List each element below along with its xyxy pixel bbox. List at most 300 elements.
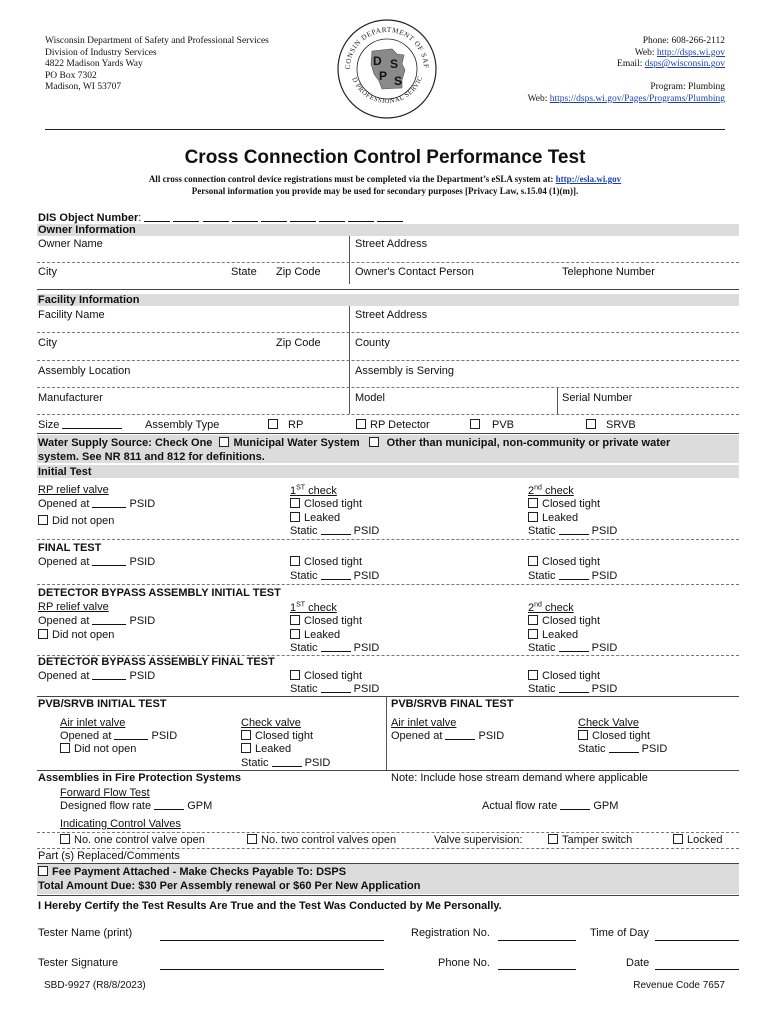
email-label: Email: <box>617 59 645 70</box>
rule <box>37 832 739 833</box>
initial-opened-at[interactable] <box>38 498 155 510</box>
municipal-checkbox[interactable] <box>219 437 229 447</box>
dis-blank-5[interactable] <box>261 213 287 222</box>
detector-did-not-open[interactable] <box>38 629 114 641</box>
two-valves-checkbox[interactable] <box>247 834 257 844</box>
pvb-divider <box>386 696 387 770</box>
designed-flow-rate[interactable] <box>60 800 212 812</box>
leaked-label: Leaked <box>304 629 341 641</box>
opened-at-blank[interactable] <box>445 731 475 740</box>
static-label: Static <box>241 757 269 769</box>
web-link[interactable]: http://dsps.wi.gov <box>656 47 725 58</box>
phone-number: Phone: 608-266-2112 <box>642 36 725 46</box>
leaked-label: Leaked <box>304 512 341 524</box>
program-name: Program: Plumbing <box>650 82 725 93</box>
first-check-heading <box>290 485 337 497</box>
size-field[interactable] <box>38 419 122 431</box>
dsps-seal-graphic <box>336 18 438 120</box>
fee-checkbox[interactable] <box>38 866 48 876</box>
opened-at-blank[interactable] <box>92 499 126 508</box>
closed-tight-label: Closed tight <box>304 556 363 568</box>
leaked-checkbox[interactable] <box>241 743 251 753</box>
dis-blank-3[interactable] <box>203 213 229 222</box>
form-title: Cross Connection Control Performance Test <box>184 147 586 168</box>
contact-block <box>528 36 725 106</box>
psid-label: PSID <box>353 683 380 695</box>
first-check-word: check <box>305 601 337 614</box>
rule <box>37 433 739 434</box>
one-valve-checkbox[interactable] <box>60 834 70 844</box>
second-check-heading <box>528 485 574 497</box>
pvb-final-static[interactable] <box>578 743 667 755</box>
final-first-static[interactable] <box>290 570 379 582</box>
dis-blank-8[interactable] <box>348 213 374 222</box>
pvb-final-opened-at[interactable] <box>391 730 504 742</box>
closed-tight-label: Closed tight <box>542 615 601 627</box>
did-not-open-label: Did not open <box>52 629 115 641</box>
leaked-label: Leaked <box>255 743 292 755</box>
psid-label: PSID <box>129 615 156 627</box>
esla-notice-text: All cross connection control device registrations must be completed via the Department’s eSLA system at: <box>148 174 556 184</box>
assembly-type-label: Assembly Type <box>145 419 220 431</box>
final-second-static[interactable] <box>528 570 617 582</box>
closed-tight-checkbox[interactable] <box>528 556 538 566</box>
final-second-closed[interactable] <box>528 556 600 568</box>
time-of-day-line[interactable] <box>655 940 739 941</box>
dis-blank-1[interactable] <box>144 213 170 222</box>
psid-label: PSID <box>353 570 380 582</box>
rp-detector-checkbox[interactable] <box>356 419 366 429</box>
static-blank[interactable] <box>559 571 589 580</box>
tester-name-label: Tester Name (print) <box>38 927 133 939</box>
rule <box>37 770 739 771</box>
closed-tight-label: Closed tight <box>542 670 601 682</box>
two-valves-option[interactable] <box>247 834 396 846</box>
psid-label: PSID <box>151 730 178 742</box>
type-rp-detector-option[interactable] <box>356 419 430 431</box>
detector-second-check <box>528 601 574 614</box>
leaked-checkbox[interactable] <box>528 512 538 522</box>
static-blank[interactable] <box>321 684 351 693</box>
detector-final-second-static[interactable] <box>528 683 617 695</box>
rule <box>37 584 739 585</box>
pvb-opened-at[interactable] <box>60 730 177 742</box>
closed-tight-label: Closed tight <box>592 730 651 742</box>
registration-line[interactable] <box>498 940 576 941</box>
tester-signature-line[interactable] <box>160 969 384 970</box>
closed-tight-label: Closed tight <box>304 498 363 510</box>
static-label: Static <box>290 683 318 695</box>
time-of-day-label: Time of Day <box>590 927 649 939</box>
first-check-word: check <box>305 484 337 497</box>
gpm-label: GPM <box>187 800 213 812</box>
water-supply-row <box>38 437 670 449</box>
pvb-initial-heading: PVB/SRVB INITIAL TEST <box>38 698 167 710</box>
valve-supervision-label: Valve supervision: <box>434 834 523 846</box>
other-source-label: Other than municipal, non-community or private water <box>386 437 671 449</box>
seal-bottom-text: D PROFESSIONAL SERVIC <box>350 74 425 106</box>
dis-blank-4[interactable] <box>232 213 258 222</box>
two-valves-label: No. two control valves open <box>261 834 397 846</box>
rule <box>37 262 739 263</box>
agency-address <box>45 36 269 94</box>
type-rp-option[interactable] <box>268 419 303 431</box>
rule <box>37 289 739 290</box>
closed-tight-checkbox[interactable] <box>290 498 300 508</box>
actual-flow-rate[interactable] <box>482 800 618 812</box>
detector-final-opened-at[interactable] <box>38 670 155 682</box>
closed-tight-label: Closed tight <box>304 615 363 627</box>
water-definitions: system. See NR 811 and 812 for definitions. <box>38 451 265 463</box>
dis-label: DIS Object Number <box>38 212 139 224</box>
po-box: PO Box 7302 <box>45 70 97 81</box>
seal-letter-p: P <box>379 69 388 83</box>
assembly-serving-field[interactable]: Assembly is Serving <box>355 365 455 377</box>
did-not-open-checkbox[interactable] <box>60 743 70 753</box>
program-web-row <box>528 94 725 106</box>
dis-blank-2[interactable] <box>173 213 199 222</box>
water-supply-label: Water Supply Source: Check One <box>38 437 213 449</box>
dis-blank-9[interactable] <box>377 213 403 222</box>
form-id: SBD-9927 (R8/8/2023) <box>44 980 146 991</box>
detector-final-second-closed[interactable] <box>528 670 600 682</box>
pvb-check-valve-label: Check valve <box>241 717 301 729</box>
opened-at-blank[interactable] <box>92 616 126 625</box>
detector-rp-relief-label: RP relief valve <box>38 601 109 613</box>
opened-at-label: Opened at <box>38 556 90 568</box>
tester-name-line[interactable] <box>160 940 384 941</box>
leaked-checkbox[interactable] <box>290 512 300 522</box>
did-not-open-label: Did not open <box>52 515 115 527</box>
closed-tight-checkbox[interactable] <box>290 670 300 680</box>
detector-first-leaked[interactable] <box>290 629 340 641</box>
first-check-number: 1 <box>290 484 297 497</box>
static-blank[interactable] <box>609 744 639 753</box>
gpm-label: GPM <box>593 800 619 812</box>
detector-opened-at[interactable] <box>38 615 155 627</box>
detector-second-static[interactable] <box>528 642 617 654</box>
detector-second-closed[interactable] <box>528 615 600 627</box>
dis-blank-7[interactable] <box>319 213 345 222</box>
owner-contact-field[interactable]: Owner's Contact Person <box>355 266 474 278</box>
leaked-label: Leaked <box>542 512 579 524</box>
actual-flow-blank[interactable] <box>560 801 590 810</box>
psid-label: PSID <box>129 670 156 682</box>
esla-notice <box>0 174 770 184</box>
owner-divider <box>349 236 350 284</box>
date-label: Date <box>626 957 650 969</box>
detector-first-check <box>290 601 337 614</box>
tamper-switch-checkbox[interactable] <box>548 834 558 844</box>
rule <box>37 539 739 540</box>
type-srvb-option[interactable] <box>586 419 636 431</box>
seal-top-text: CONSIN DEPARTMENT OF SAF <box>343 25 431 70</box>
rule <box>37 895 739 896</box>
pvb-did-not-open[interactable] <box>60 743 136 755</box>
srvb-label: SRVB <box>606 419 636 431</box>
facility-name-field[interactable]: Facility Name <box>38 309 105 321</box>
leaked-checkbox[interactable] <box>290 629 300 639</box>
size-label: Size <box>38 419 60 431</box>
pvb-leaked[interactable] <box>241 743 291 755</box>
pvb-final-closed-tight[interactable] <box>578 730 650 742</box>
initial-second-closed[interactable] <box>528 498 600 510</box>
final-first-closed[interactable] <box>290 556 362 568</box>
initial-second-check <box>528 484 574 497</box>
size-blank[interactable] <box>62 420 122 429</box>
detector-final-first-closed[interactable] <box>290 670 362 682</box>
manufacturer-field[interactable]: Manufacturer <box>38 392 103 404</box>
pvb-final-heading: PVB/SRVB FINAL TEST <box>391 698 514 710</box>
pvb-final-check-valve-label: Check Valve <box>578 717 639 729</box>
rp-detector-label: RP Detector <box>370 419 430 431</box>
esla-link[interactable]: http://esla.wi.gov <box>555 174 622 184</box>
psid-label: PSID <box>591 642 618 654</box>
srvb-checkbox[interactable] <box>586 419 596 429</box>
opened-at-blank[interactable] <box>92 671 126 680</box>
phone-label: Phone No. <box>438 957 490 969</box>
psid-label: PSID <box>478 730 505 742</box>
static-blank[interactable] <box>272 758 302 767</box>
other-source-checkbox[interactable] <box>369 437 379 447</box>
did-not-open-label: Did not open <box>74 743 137 755</box>
second-check-heading <box>528 602 574 614</box>
owner-state-field[interactable]: State <box>231 266 257 278</box>
facility-city-field[interactable]: City <box>38 337 57 349</box>
rp-checkbox[interactable] <box>268 419 278 429</box>
pvb-closed-tight[interactable] <box>241 730 313 742</box>
static-label: Static <box>290 642 318 654</box>
web-label: Web: <box>634 47 657 58</box>
initial-first-closed[interactable] <box>290 498 362 510</box>
actual-flow-label: Actual flow rate <box>482 800 558 812</box>
detector-final-first-static[interactable] <box>290 683 379 695</box>
owner-name-field[interactable]: Owner Name <box>38 238 103 250</box>
owner-heading: Owner Information <box>38 224 136 236</box>
psid-label: PSID <box>353 525 380 537</box>
fire-heading: Assemblies in Fire Protection Systems <box>38 772 241 784</box>
registration-label: Registration No. <box>411 927 490 939</box>
detector-first-closed[interactable] <box>290 615 362 627</box>
static-blank[interactable] <box>559 684 589 693</box>
model-field[interactable]: Model <box>355 392 385 404</box>
seal-letter-s2: S <box>394 74 403 88</box>
designed-flow-label: Designed flow rate <box>60 800 152 812</box>
static-blank[interactable] <box>321 571 351 580</box>
first-check-sup: ST <box>296 601 306 608</box>
web-row <box>528 48 725 60</box>
rule <box>37 848 739 849</box>
pvb-final-air-inlet-label: Air inlet valve <box>391 717 457 729</box>
indicating-valves-label: Indicating Control Valves <box>60 818 181 830</box>
psid-label: PSID <box>591 683 618 695</box>
seal-letter-s1: S <box>390 57 399 71</box>
parts-replaced-field[interactable]: Part (s) Replaced/Comments <box>38 850 180 862</box>
closed-tight-checkbox[interactable] <box>528 498 538 508</box>
revenue-code: Revenue Code 7657 <box>633 980 725 991</box>
closed-tight-checkbox[interactable] <box>241 730 251 740</box>
psid-label: PSID <box>641 743 668 755</box>
rule <box>37 696 739 697</box>
locked-checkbox[interactable] <box>673 834 683 844</box>
date-line[interactable] <box>655 969 739 970</box>
one-valve-option[interactable] <box>60 834 205 846</box>
assembly-location-field[interactable]: Assembly Location <box>38 365 131 377</box>
did-not-open-checkbox[interactable] <box>38 515 48 525</box>
email-link[interactable]: dsps@wisconsin.gov <box>644 59 725 70</box>
detector-initial-heading: DETECTOR BYPASS ASSEMBLY INITIAL TEST <box>38 587 281 599</box>
psid-label: PSID <box>353 642 380 654</box>
opened-at-blank[interactable] <box>114 731 148 740</box>
street-address: 4822 Madison Yards Way <box>45 59 143 70</box>
owner-phone-field[interactable]: Telephone Number <box>562 266 655 278</box>
owner-section-bar <box>37 224 739 236</box>
static-blank[interactable] <box>321 526 351 535</box>
did-not-open-checkbox[interactable] <box>38 629 48 639</box>
initial-first-static[interactable] <box>290 525 379 537</box>
closed-tight-checkbox[interactable] <box>578 730 588 740</box>
static-blank[interactable] <box>559 526 589 535</box>
final-heading: FINAL TEST <box>38 542 102 554</box>
closed-tight-checkbox[interactable] <box>290 615 300 625</box>
owner-zip-field[interactable]: Zip Code <box>276 266 321 278</box>
tester-signature-label: Tester Signature <box>38 957 119 969</box>
opened-at-label: Opened at <box>391 730 443 742</box>
closed-tight-checkbox[interactable] <box>528 615 538 625</box>
rp-relief-valve-label: RP relief valve <box>38 484 109 496</box>
one-valve-label: No. one control valve open <box>74 834 205 846</box>
division-name: Division of Industry Services <box>45 47 157 58</box>
opened-at-blank[interactable] <box>92 557 126 566</box>
owner-street-field[interactable]: Street Address <box>355 238 428 250</box>
rp-label: RP <box>288 419 304 431</box>
initial-section-bar <box>37 465 739 478</box>
owner-city-field[interactable]: City <box>38 266 57 278</box>
seal-letter-d: D <box>373 54 382 68</box>
facility-heading: Facility Information <box>38 294 140 306</box>
fee-attached-label: Fee Payment Attached - Make Checks Payable To: DSPS <box>52 866 347 878</box>
serial-number-field[interactable]: Serial Number <box>562 392 633 404</box>
first-check-sup: ST <box>296 484 306 491</box>
initial-first-check <box>290 484 337 497</box>
agency-name: Wisconsin Department of Safety and Professional Services <box>45 36 269 46</box>
opened-at-label: Opened at <box>60 730 112 742</box>
psid-label: PSID <box>304 757 331 769</box>
opened-at-label: Opened at <box>38 498 90 510</box>
psid-label: PSID <box>129 556 156 568</box>
program-web-label: Web: <box>527 93 550 104</box>
static-label: Static <box>290 570 318 582</box>
second-check-number: 2 <box>528 484 535 497</box>
closed-tight-label: Closed tight <box>542 498 601 510</box>
closed-tight-checkbox[interactable] <box>290 556 300 566</box>
email-row <box>528 59 725 71</box>
static-label: Static <box>290 525 318 537</box>
closed-tight-label: Closed tight <box>255 730 314 742</box>
rule <box>37 360 739 361</box>
first-check-number: 1 <box>290 601 297 614</box>
second-check-sup: nd <box>534 601 542 608</box>
final-opened-at[interactable] <box>38 556 155 568</box>
pvb-checkbox[interactable] <box>470 419 480 429</box>
opened-at-label: Opened at <box>38 615 90 627</box>
header-divider <box>45 129 725 130</box>
locked-label: Locked <box>687 834 723 846</box>
dsps-seal <box>336 18 438 120</box>
pvb-static[interactable] <box>241 757 330 769</box>
detector-second-leaked[interactable] <box>528 629 578 641</box>
closed-tight-checkbox[interactable] <box>528 670 538 680</box>
privacy-notice: Personal information you provide may be used for secondary purposes [Privacy Law, s.15.04 (1)(m)]. <box>191 186 579 196</box>
second-check-sup: nd <box>534 484 542 491</box>
dis-object-number: DIS Object Number: <box>38 212 403 224</box>
static-label: Static <box>578 743 606 755</box>
rule <box>37 414 739 415</box>
facility-street-field[interactable]: Street Address <box>355 309 428 321</box>
phone-line[interactable] <box>498 969 576 970</box>
type-pvb-option[interactable] <box>470 419 514 431</box>
locked-option[interactable] <box>673 834 722 846</box>
fee-total: Total Amount Due: $30 Per Assembly renewal or $60 Per New Application <box>38 880 421 892</box>
closed-tight-label: Closed tight <box>542 556 601 568</box>
second-check-number: 2 <box>528 601 535 614</box>
second-check-word: check <box>541 601 574 614</box>
dis-blank-6[interactable] <box>290 213 316 222</box>
leaked-label: Leaked <box>542 629 579 641</box>
city-state-zip: Madison, WI 53707 <box>45 82 122 93</box>
tamper-switch-option[interactable] <box>548 834 632 846</box>
first-check-heading <box>290 602 337 614</box>
static-label: Static <box>528 570 556 582</box>
designed-flow-blank[interactable] <box>154 801 184 810</box>
municipal-label: Municipal Water System <box>233 437 360 449</box>
static-blank[interactable] <box>321 643 351 652</box>
detector-final-heading: DETECTOR BYPASS ASSEMBLY FINAL TEST <box>38 656 275 668</box>
static-label: Static <box>528 642 556 654</box>
second-check-word: check <box>541 484 574 497</box>
leaked-checkbox[interactable] <box>528 629 538 639</box>
psid-label: PSID <box>129 498 156 510</box>
initial-heading: Initial Test <box>38 466 92 478</box>
fire-note: Note: Include hose stream demand where applicable <box>391 772 648 784</box>
static-blank[interactable] <box>559 643 589 652</box>
initial-second-leaked[interactable] <box>528 512 578 524</box>
initial-second-static[interactable] <box>528 525 617 537</box>
fee-attached[interactable] <box>38 866 346 878</box>
tamper-switch-label: Tamper switch <box>562 834 633 846</box>
static-label: Static <box>528 525 556 537</box>
pvb-air-inlet-label: Air inlet valve <box>60 717 126 729</box>
pvb-label: PVB <box>492 419 515 431</box>
closed-tight-label: Closed tight <box>304 670 363 682</box>
serial-divider <box>557 388 558 414</box>
static-label: Static <box>528 683 556 695</box>
psid-label: PSID <box>591 525 618 537</box>
facility-county-field[interactable]: County <box>355 337 390 349</box>
rule <box>37 387 739 388</box>
psid-label: PSID <box>591 570 618 582</box>
opened-at-label: Opened at <box>38 670 90 682</box>
initial-did-not-open[interactable] <box>38 515 114 527</box>
facility-zip-field[interactable]: Zip Code <box>276 337 321 349</box>
certification-statement: I Hereby Certify the Test Results Are True and the Test Was Conducted by Me Personally. <box>38 900 502 912</box>
initial-first-leaked[interactable] <box>290 512 340 524</box>
rule <box>37 332 739 333</box>
program-web-link[interactable]: https://dsps.wi.gov/Pages/Programs/Plumbing <box>549 93 725 104</box>
detector-first-static[interactable] <box>290 642 379 654</box>
forward-flow-label: Forward Flow Test <box>60 787 150 799</box>
facility-section-bar <box>37 294 739 306</box>
